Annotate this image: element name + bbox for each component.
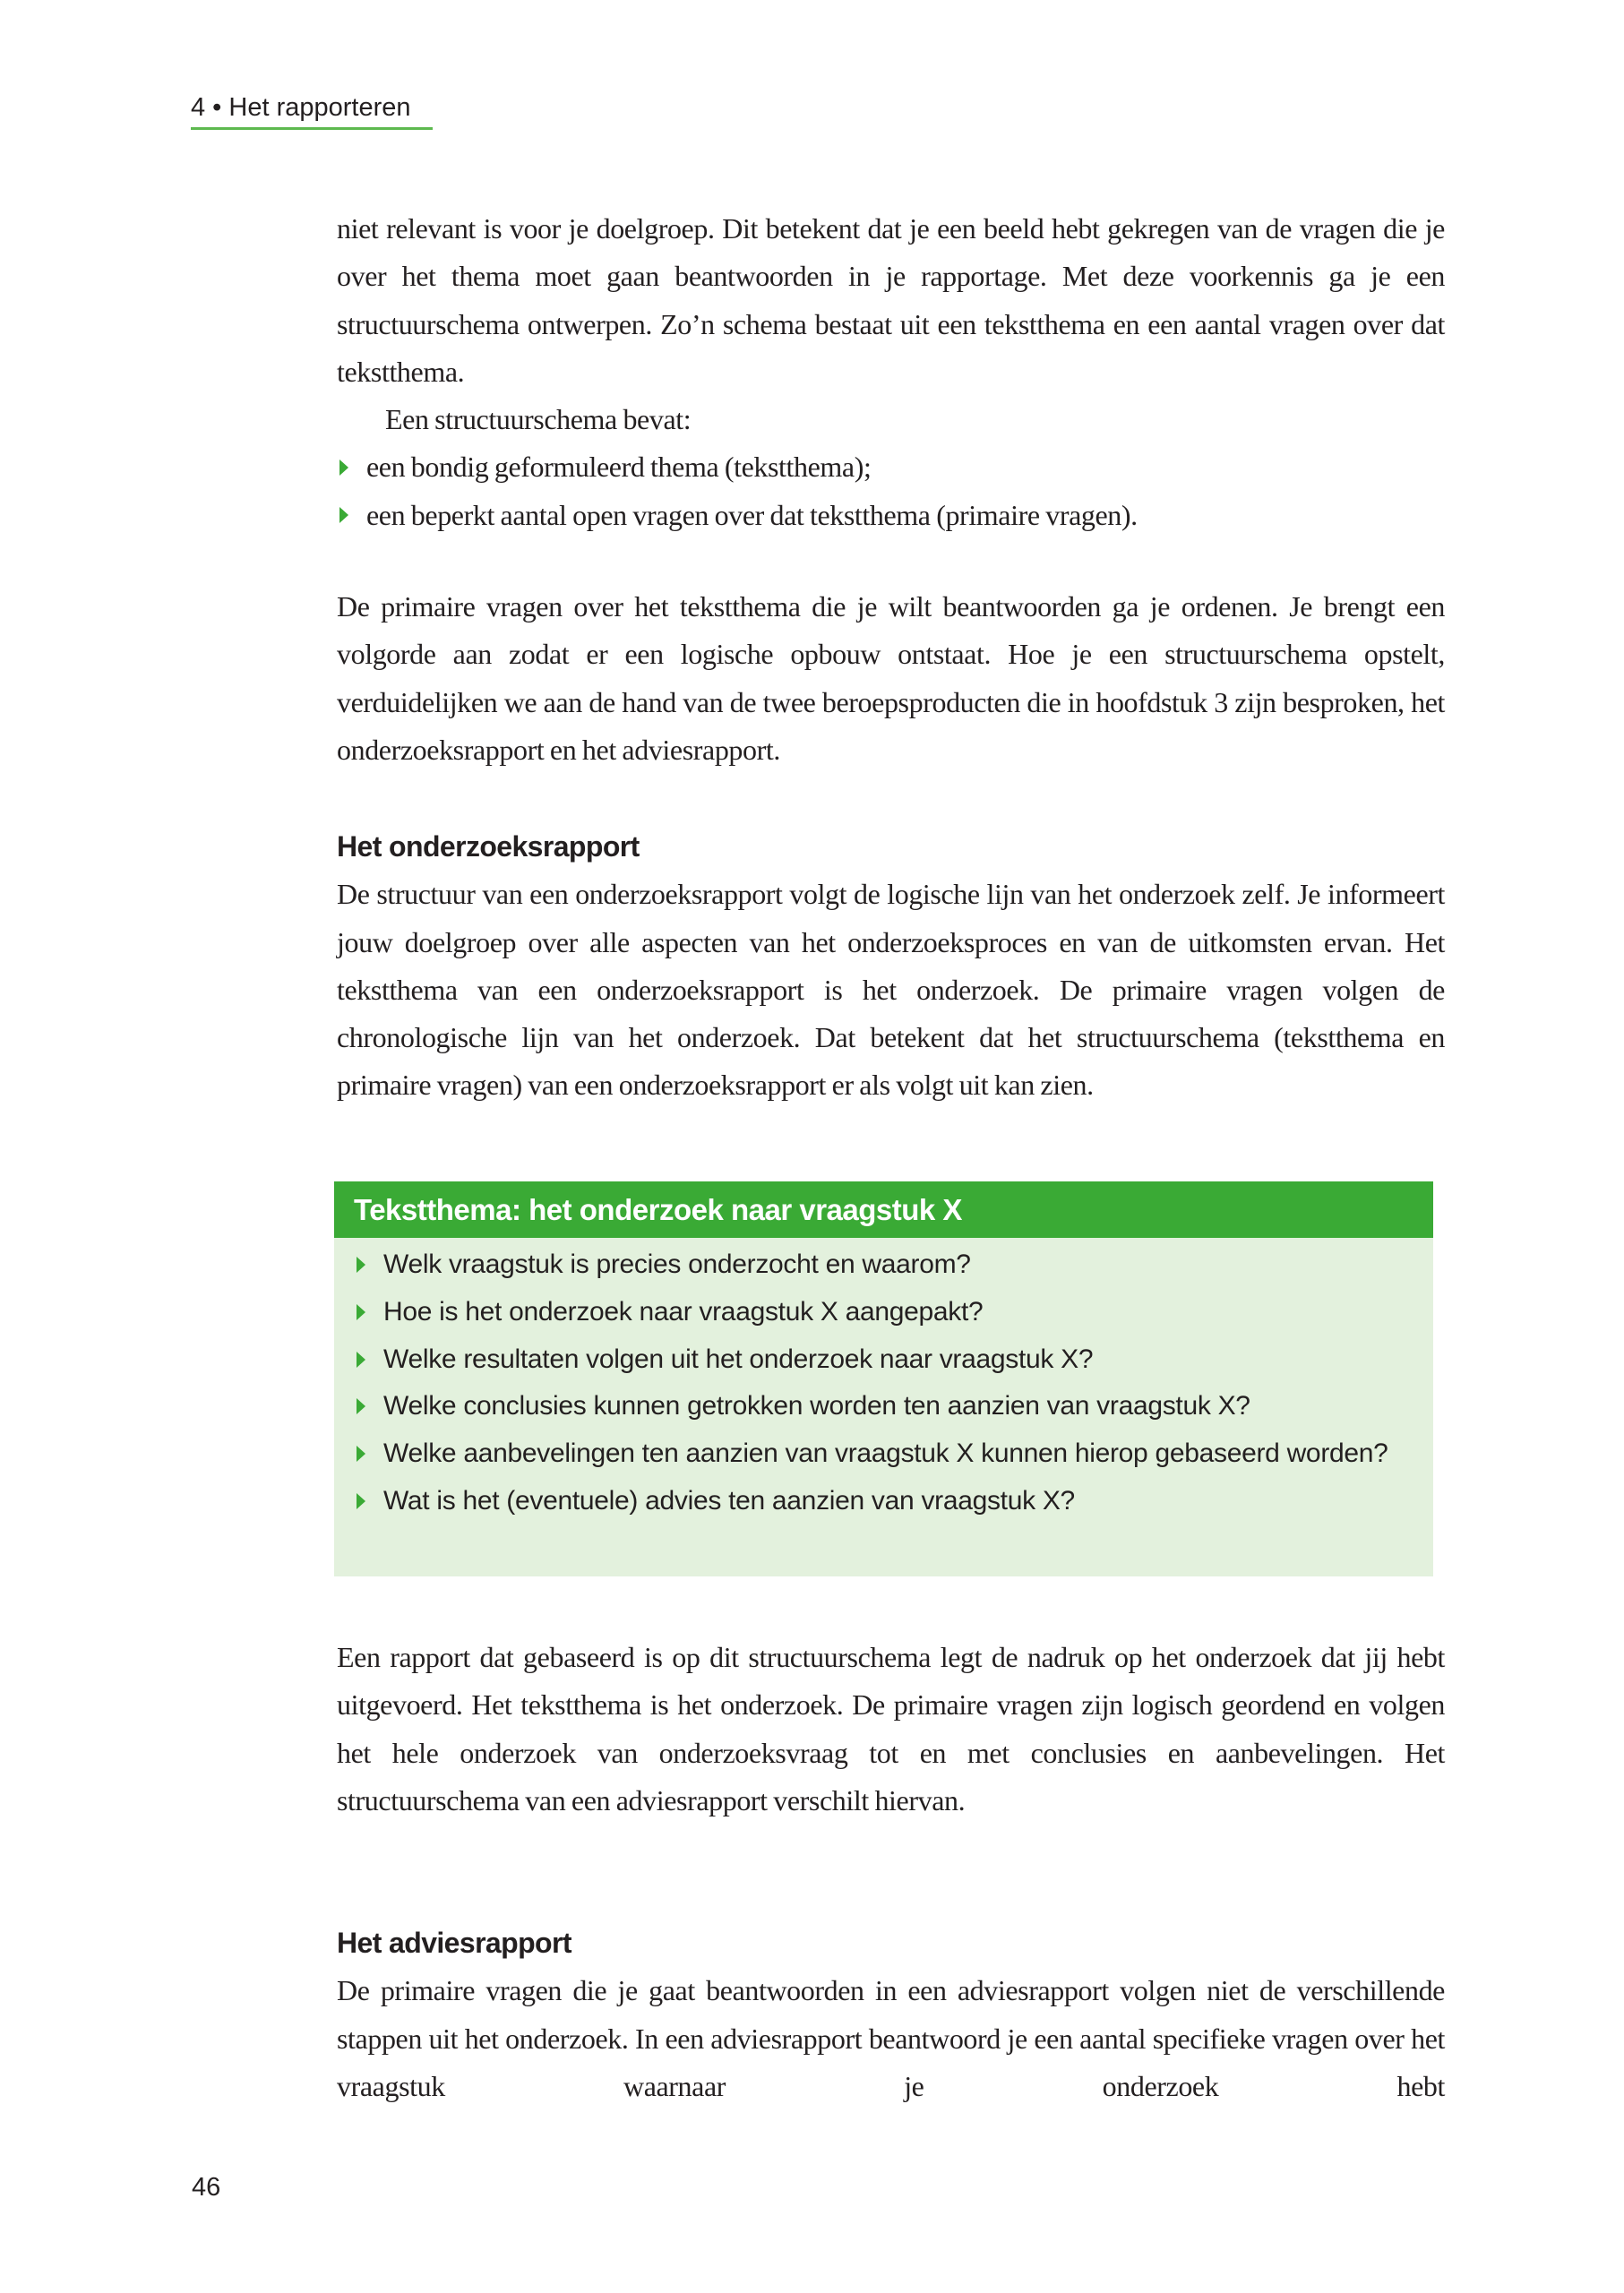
bullet-triangle-icon (357, 1257, 365, 1273)
list-item (337, 443, 1445, 491)
bullet-triangle-icon (339, 507, 348, 523)
running-head: 4 • Het rapporteren (191, 91, 433, 130)
after-box-paragraph: Een rapport dat gebaseerd is op dit structuurschema legt de nadruk op het onderzoek dat jij hebt uitgevoerd. Het tekstthema is het onderzoek. De primaire vragen zijn logisch geordend en volgen het hele onderzoek van onderzoeksvraag tot en met conclusies en aanbevelingen. Het structuurschema van een adviesrapport verschilt hiervan. (337, 1641, 1445, 1816)
advice-report-section (337, 1919, 1445, 2110)
list-intro: Een structuurschema bevat: (385, 403, 692, 436)
schema-question-list (334, 1238, 1433, 1525)
list-item (354, 1430, 1413, 1478)
question-text: Welke conclusies kunnen getrokken worden ten aanzien van vraagstuk X? (383, 1391, 1250, 1421)
section-heading: Het onderzoeksrapport (337, 830, 640, 863)
question-text: Welke resultaten volgen uit het onderzoek naar vraagstuk X? (383, 1344, 1094, 1374)
list-item (354, 1289, 1413, 1336)
ordering-paragraph: De primaire vragen over het tekstthema die je wilt beantwoorden ga je ordenen. Je brengt een volgorde aan zodat er een logische opbouw ontstaat. Hoe je een structuurschema opstelt, verduidelijken we aan de hand van de twee beroepsproducten die in hoofdstuk 3 zijn besproken, het onderzoeksrapport en het adviesrapport. (337, 590, 1445, 766)
advice-paragraph: De primaire vragen die je gaat beantwoorden in een adviesrapport volgen niet de verschillende stappen uit het onderzoek. In een adviesrapport beantwoord je een aantal specifieke vragen over het vraagstuk waarnaar je onderzoek hebt (337, 1974, 1445, 2102)
bullet-triangle-icon (357, 1446, 365, 1462)
ordering-section (337, 583, 1445, 774)
bullet-triangle-icon (357, 1398, 365, 1414)
structure-schema-box (334, 1181, 1433, 1576)
after-box-section (337, 1634, 1445, 1825)
question-text: Welk vraagstuk is precies onderzocht en waarom? (383, 1250, 971, 1279)
list-item (354, 1336, 1413, 1384)
bullet-triangle-icon (339, 459, 348, 476)
bullet-triangle-icon (357, 1304, 365, 1320)
intro-bullet-list (337, 443, 1445, 539)
list-item (337, 492, 1445, 539)
research-paragraph: De structuur van een onderzoeksrapport volgt de logische lijn van het onderzoek zelf. Je informeert jouw doelgroep over alle aspecten van het onderzoeksproces en van de uitkomsten ervan. Het tekstthema van een onderzoeksrapport is het onderzoek. De primaire vragen volgen de chronologische lijn van het onderzoek. Dat betekent dat het structuurschema (tekstthema en primaire vragen) van een onderzoeksrapport er als volgt uit kan zien. (337, 878, 1445, 1102)
section-heading: Het adviesrapport (337, 1927, 571, 1959)
list-item-text: een beperkt aantal open vragen over dat tekstthema (primaire vragen). (366, 498, 1138, 531)
bullet-triangle-icon (357, 1493, 365, 1509)
list-item (354, 1383, 1413, 1430)
question-text: Welke aanbevelingen ten aanzien van vraagstuk X kunnen hierop gebaseerd worden? (383, 1438, 1388, 1469)
list-item-text: een bondig geformuleerd thema (tekstthema); (366, 451, 872, 484)
list-item (354, 1241, 1413, 1289)
intro-section (337, 205, 1445, 539)
list-item (354, 1478, 1413, 1525)
page-number: 46 (192, 2173, 221, 2202)
bullet-triangle-icon (357, 1352, 365, 1368)
schema-title: Tekstthema: het onderzoek naar vraagstuk X (334, 1181, 1433, 1238)
question-text: Wat is het (eventuele) advies ten aanzien van vraagstuk X? (383, 1485, 1075, 1516)
question-text: Hoe is het onderzoek naar vraagstuk X aangepakt? (383, 1296, 984, 1327)
intro-paragraph: niet relevant is voor je doelgroep. Dit betekent dat je een beeld hebt gekregen van de vragen die je over het thema moet gaan beantwoorden in je rapportage. Met deze voorkennis ga je een structuurschema ontwerpen. Zo’n schema bestaat uit een tekstthema en een aantal vragen over dat tekstthema. (337, 212, 1445, 388)
research-report-section (337, 823, 1445, 1110)
